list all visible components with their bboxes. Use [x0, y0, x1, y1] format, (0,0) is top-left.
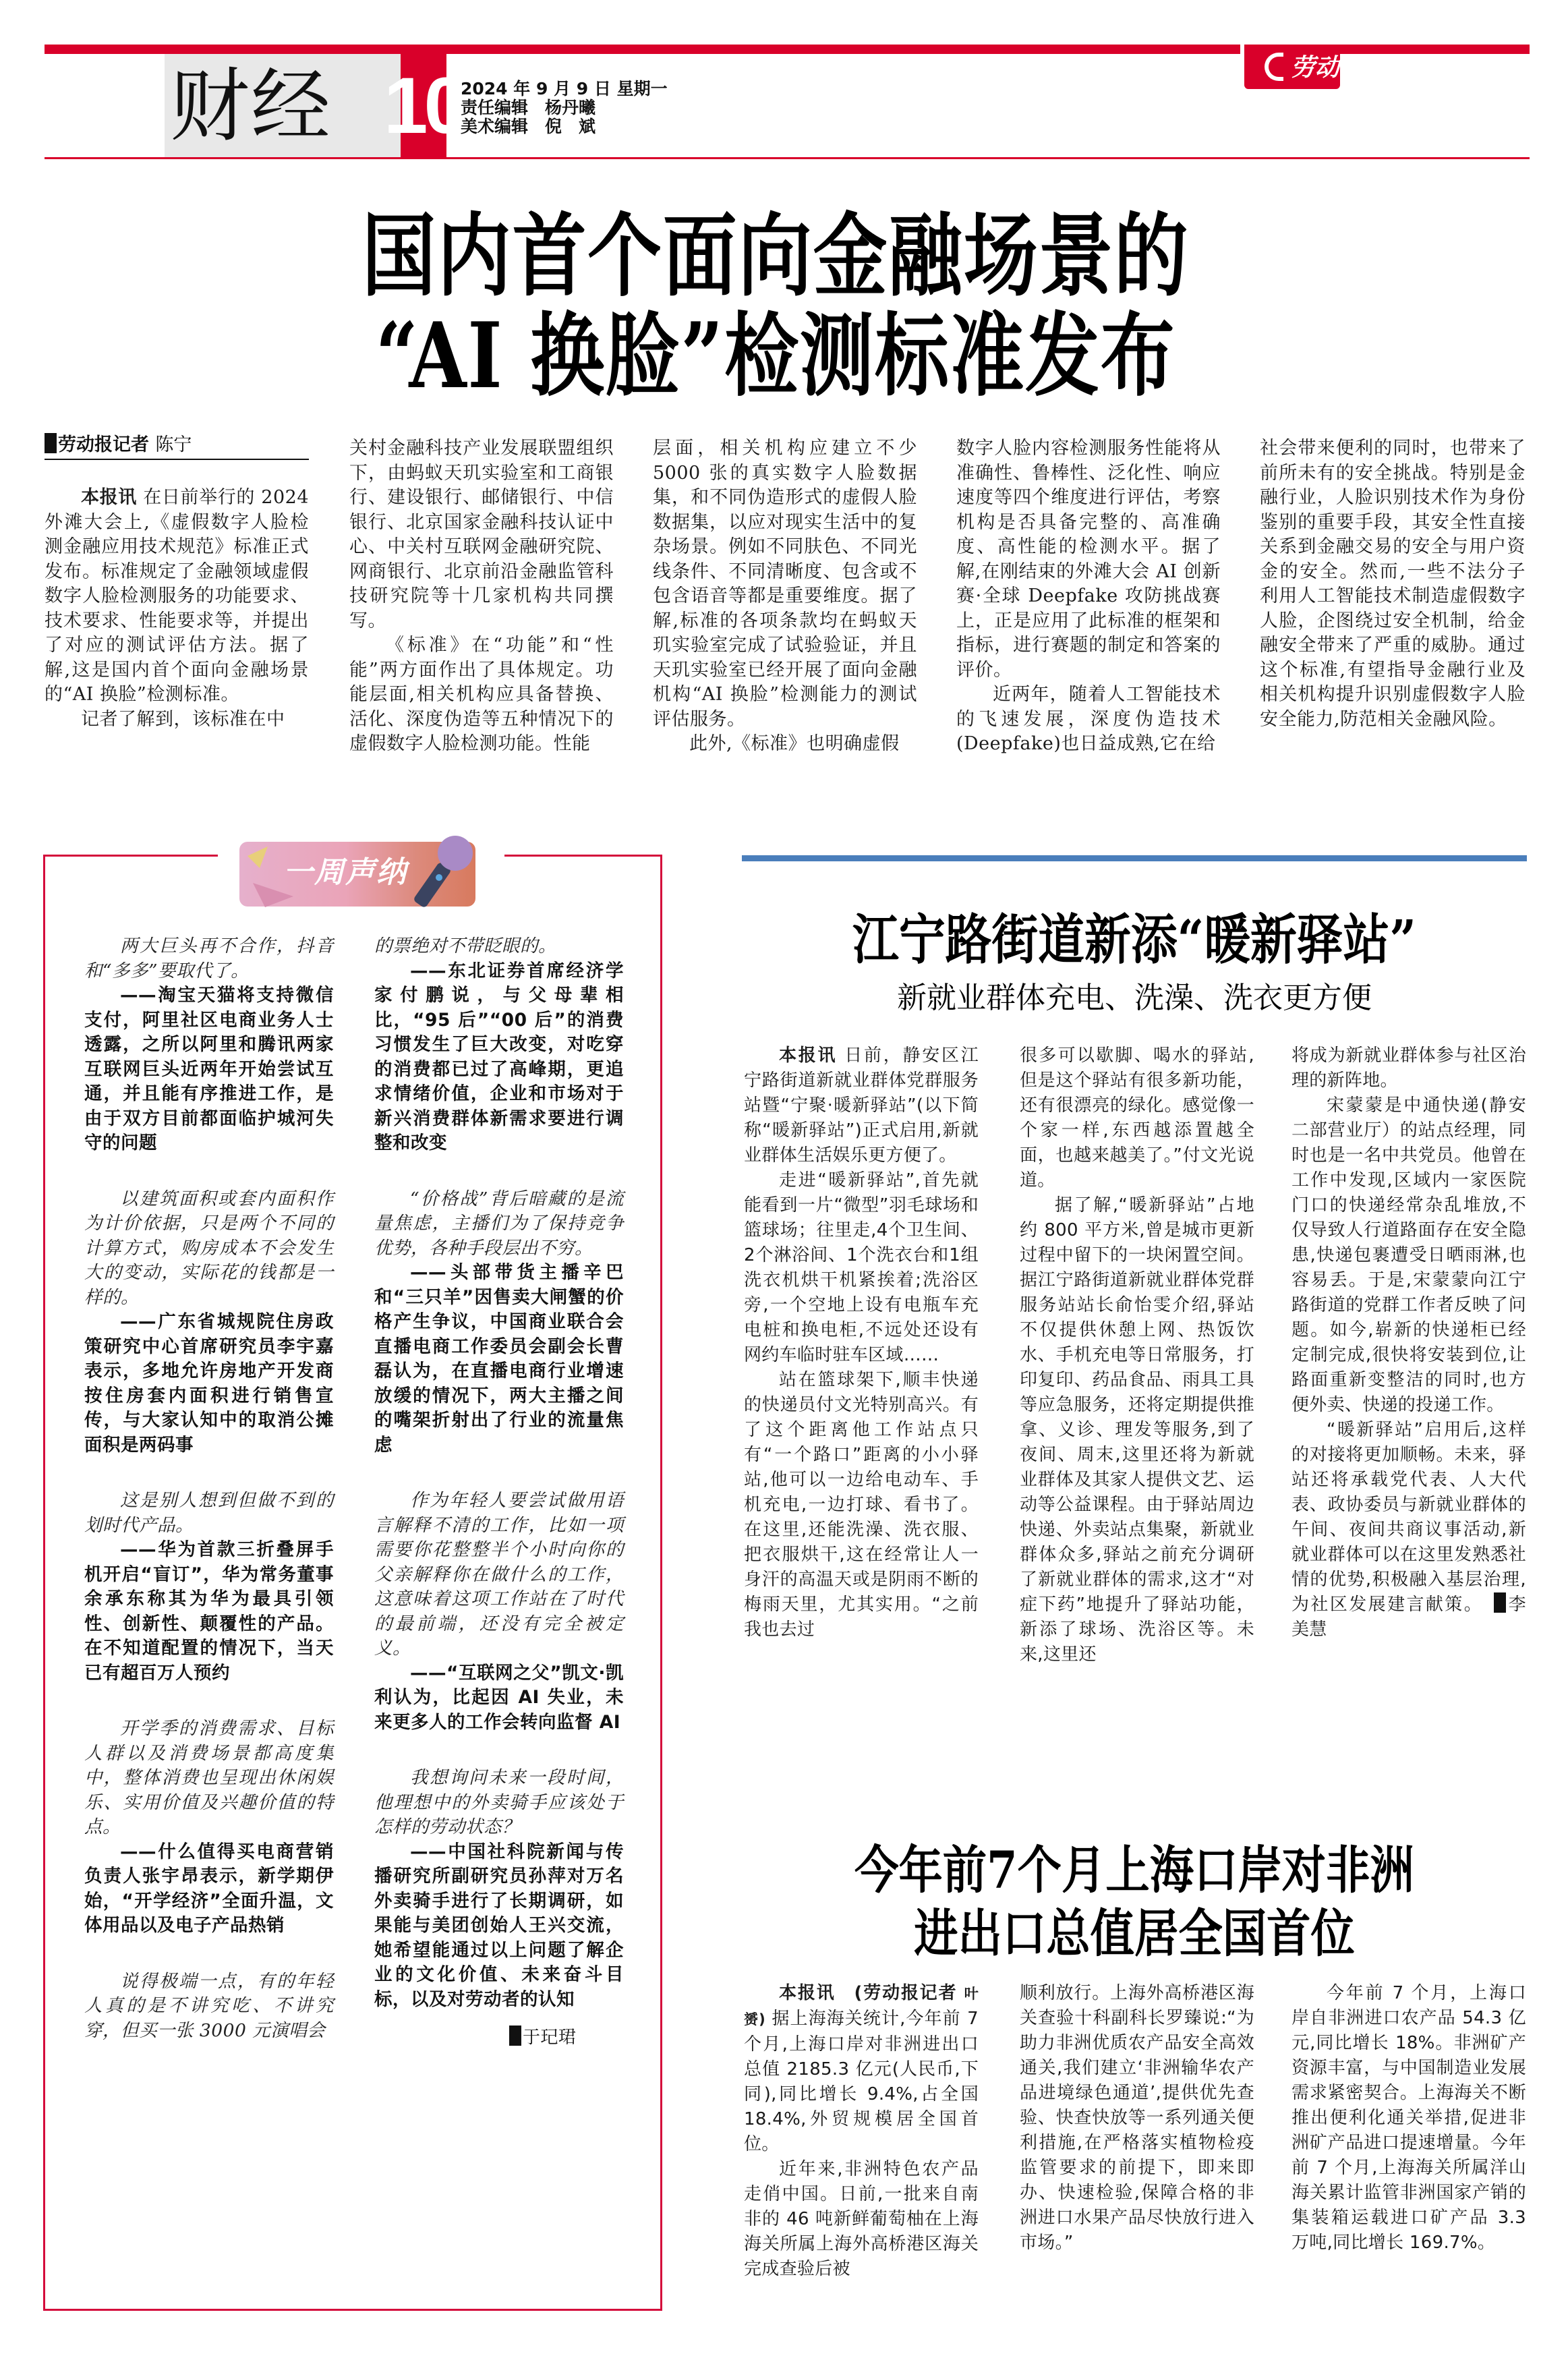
- paragraph: 站在篮球架下,顺丰快递的快递员付文光特别高兴。有了这个距离他工作站点只有“一个路口”距离的小小驿站,他可以一边给电动车、手机充电,一边打球、看书了。在这里,还能洗澡、洗衣服、把衣服烘干,这在经常让人一身汗的高温天或是阴雨不断的梅雨天里，尤其实用。“之前我也去过: [744, 1370, 979, 1640]
- paragraph: 此外,《标准》也明确虚假: [689, 733, 900, 754]
- paragraph: 记者了解到，该标准在中: [81, 708, 285, 730]
- voice-quote: “价格战”背后暗藏的是流量焦虑，主播们为了保持竞争优势，各种手段层出不穷。: [374, 1188, 624, 1259]
- section-title: 财经: [170, 59, 332, 152]
- microphone-icon: [413, 861, 452, 909]
- page-number: 10: [383, 61, 465, 150]
- lead-tag: 本报讯 (劳动报记者: [779, 1983, 958, 2003]
- weekly-voices-title: 一周声纳: [283, 855, 407, 890]
- africa-column-3: [1291, 1981, 1526, 2256]
- box-top-rule-right: [504, 855, 662, 857]
- paper-plane-icon: [248, 846, 268, 868]
- paragraph: 走进“暖新驿站”,首先就能看到一片“微型”羽毛球场和篮球场；往里走,4个卫生间、2个淋浴间、1个洗衣台和1组洗衣机烘干机紧挨着;洗浴区旁,一个空地上设有电瓶车充电桩和换电柜,不远处还设有网约车临时驻车区域……: [744, 1170, 979, 1365]
- voice-quote: 这是别人想到但做不到的划时代产品。: [84, 1490, 334, 1536]
- lead-tag: 本报讯: [779, 1045, 838, 1066]
- paragraph: 层面，相关机构应建立不少 5000 张的真实数字人脸数据集，和不同伪造形式的虚假人脸数据集，以应对现实生活中的复杂场景。例如不同肤色、不同光线条件、不同清晰度、包含或不包含语音等都是重要维度。据了解,标准的各项条款均在蚂蚁天玑实验室完成了试验验证，并且天玑实验室已经开展了面向金融机构“AI 换脸”检测能力的测试评估服务。: [653, 438, 917, 730]
- author-square-icon: [1494, 1592, 1506, 1613]
- section-divider: [742, 855, 1527, 861]
- author-square-icon: [509, 2025, 521, 2046]
- box-top-rule-left: [43, 855, 218, 857]
- article-column-4: [956, 436, 1221, 757]
- responsible-editor: 责任编辑 杨丹曦: [461, 98, 596, 117]
- paragraph: 关村金融科技产业发展联盟组织下，由蚂蚁天玑实验室和工商银行、建设银行、邮储银行、中信银行、北京国家金融科技认证中心、中关村互联网金融研究院、网商银行、北京前沿金融监管科技研究院等十几家机构共同撰写。: [349, 438, 614, 631]
- voice-source: ——华为首款三折叠屏手机开启“盲订”，华为常务董事余承东称其为华为最具引领性、创新性、颠覆性的产品。在不知道配置的情况下，当天已有超百万人预约: [84, 1539, 334, 1684]
- article-column-3: [653, 436, 917, 757]
- voice-quote: 开学季的消费需求、目标人群以及消费场景都高度集中，整体消费也呈现出休闲娱乐、实用价值及兴趣价值的特点。: [84, 1718, 334, 1837]
- station-column-2: [1020, 1043, 1254, 1667]
- voices-author: 于玘珺: [374, 2025, 624, 2050]
- masthead-bottom-rule: [45, 157, 1530, 159]
- paragraph: 在日前举行的 2024 外滩大会上,《虚假数字人脸检测金融应用技术规范》标准正式发布。标准规定了金融领域虚假数字人脸检测服务的功能要求、技术要求、性能要求等，并提出了对应的测试评估方法。据了解,这是国内首个面向金融场景的“AI 换脸”检测标准。: [45, 487, 310, 705]
- article-column-5: [1260, 436, 1526, 732]
- art-editor: 美术编辑 倪 斌: [461, 117, 596, 136]
- paragraph: 社会带来便利的同时，也带来了前所未有的安全挑战。特别是金融行业，人脸识别技术作为身份鉴别的重要手段，其安全性直接关系到金融交易的安全与用户资金的安全。然而,一些不法分子利用人工智能技术制造虚假数字人脸，企图绕过安全机制，给金融安全带来了严重的威胁。通过这个标准,有望指导金融行业及相关机构提升识别虚假数字人脸安全能力,防范相关金融风险。: [1260, 438, 1526, 730]
- issue-meta: [461, 80, 668, 136]
- paragraph: 据了解,“暖新驿站”占地约 800 平方米,曾是城市更新过程中留下的一块闲置空间。据江宁路街道新就业群体党群服务站站长俞怡雯介绍,驿站不仅提供休憩上网、热饭饮水、手机充电等日常服务，打印复印、药品食品、雨具工具等应急服务，还将定期提供推拿、义诊、理发等服务,到了夜间、周末,这里还将为新就业群体及其家人提供文艺、运动等公益课程。由于驿站周边快递、外卖站点集聚，新就业群体众多,驿站之前充分调研了新就业群体的需求,这才“对症下药”地提升了驿站功能，新添了球场、洗浴区等。未来,这里还: [1020, 1195, 1254, 1665]
- main-headline: [361, 202, 1190, 409]
- headline-line-1: 国内首个面向金融场景的: [361, 202, 1190, 309]
- paragraph: 将成为新就业群体参与社区治理的新阵地。: [1291, 1045, 1526, 1091]
- paragraph: 宋蒙蒙是中通快递(静安二部营业厅）的站点经理，同时也是一名中共党员。他曾在工作中发现,区域内一家医院门口的快递经常杂乱堆放,不仅导致人行道路面存在安全隐患,快递包裹遭受日晒雨淋,也容易丢。于是,宋蒙蒙向江宁路街道的党群工作者反映了问题。如今,崭新的快递柜已经定制完成,很快将安装到位,让路面重新变整洁的同时,也方便外卖、快递的投递工作。: [1291, 1095, 1526, 1415]
- voice-source: ——淘宝天猫将支持微信支付，阿里社区电商业务人士透露，之所以阿里和腾讯两家互联网巨头近两年开始尝试互通，并且能有序推进工作，是由于双方目前都面临护城河失守的问题: [84, 985, 334, 1153]
- africa-article-title: 今年前7个月上海口岸对非洲 进出口总值居全国首位: [854, 1840, 1414, 1963]
- station-article-title: 江宁路街道新添“暖新驿站”: [852, 908, 1416, 971]
- lead-tag: 本报讯: [81, 487, 137, 508]
- article-column-1: [45, 486, 309, 732]
- paragraph: 《标准》在“功能”和“性能”两方面作出了具体规定。功能层面,相关机构应具备替换、活化、深度伪造等五种情况下的虚假数字人脸检测功能。性能: [349, 635, 614, 754]
- paragraph: 顺利放行。上海外高桥港区海关查验十科副科长罗臻说:“为助力非洲优质农产品安全高效通关,我们建立‘非洲输华农产品进境绿色通道’,提供优先查验、快查快放等一系列通关便利措施,在严格落实植物检疫监管要求的前提下，即来即办、快速检验,保障合格的非洲进口水果产品尽快放行进入市场。”: [1020, 1983, 1254, 2253]
- microphone-head-icon: [438, 836, 473, 871]
- paragraph: 近年来,非洲特色农产品走俏中国。日前,一批来自南非的 46 吨新鲜葡萄柚在上海海关所属上海外高桥港区海关完成查验后被: [744, 2159, 979, 2279]
- voice-source: ——东北证券首席经济学家付鹏说，与父母辈相比，“95 后”“00 后”的消费习惯发生了巨大改变，对吃穿的消费都已过了高峰期，更追求情绪价值，企业和市场对于新兴消费群体新需求要进行调整和改变: [374, 960, 624, 1153]
- voice-source: ——“互联网之父”凯文·凯利认为，比起因 AI 失业，未来更多人的工作会转向监督 AI: [374, 1662, 624, 1733]
- voice-source: ——广东省城规院住房政策研究中心首席研究员李宇嘉表示，多地允许房地产开发商按住房套内面积进行销售宣传，与大家认知中的取消公摊面积是两码事: [84, 1311, 334, 1456]
- voice-quote: 的票绝对不带眨眼的。: [374, 936, 556, 956]
- issue-date: 2024 年 9 月 9 日 星期一: [461, 79, 668, 98]
- masthead-top-bar: [45, 45, 1240, 54]
- byline-square-icon: [45, 433, 57, 453]
- byline: [45, 432, 309, 460]
- voice-source: ——中国社科院新闻与传播研究所副研究员孙萍对万名外卖骑手进行了长期调研，如果能与美团创始人王兴交流，她希望能通过以上问题了解企业的文化价值、未来奋斗目标，以及对劳动者的认知: [374, 1841, 624, 2010]
- voice-quote: 说得极端一点，有的年轻人真的是不讲究吃、不讲究穿，但买一张 3000 元演唱会: [84, 1970, 334, 2041]
- voice-source: ——头部带货主播辛巴和“三只羊”因售卖大闸蟹的价格产生争议，中国商业联合会直播电商工作委员会副会长曹磊认为，在直播电商行业增速放缓的情况下，两大主播之间的嘴架折射出了行业的流量焦虑: [374, 1262, 624, 1456]
- voices-column-left: [84, 934, 334, 2043]
- voice-quote: 作为年轻人要尝试做用语言解释不清的工作，比如一项需要你花整整半个小时向你的父亲解释你在做什么的工作，这意味着这项工作站在了时代的最前端，还没有完全被定义。: [374, 1490, 624, 1659]
- station-author: 李美慧: [1291, 1594, 1526, 1640]
- byline-name: 陈宁: [155, 434, 192, 455]
- headline-line-2: “AI 换脸”检测标准发布: [375, 302, 1176, 409]
- paragraph: 近两年，随着人工智能技术的飞速发展，深度伪造技术(Deepfake)也日益成熟,它在给: [956, 684, 1221, 754]
- station-article-subtitle: 新就业群体充电、洗澡、洗衣更方便: [897, 981, 1372, 1015]
- voice-quote: 以建筑面积或套内面积作为计价依据，只是两个不同的计算方式，购房成本不会发生大的变动，实际花的钱都是一样的。: [84, 1188, 334, 1308]
- paragraph: 很多可以歇脚、喝水的驿站,但是这个驿站有很多新功能，还有很漂亮的绿化。感觉像一个家一样,东西越添置越全面，也越来越美了。”付文光说道。: [1020, 1045, 1254, 1190]
- voice-quote: 两大巨头再不合作，抖音和“多多”要取代了。: [84, 936, 334, 981]
- voice-quote: 我想询问未来一段时间，他理想中的外卖骑手应该处于怎样的劳动状态？: [374, 1767, 624, 1837]
- station-column-1: 本报讯 日前，静安区江宁路街道新就业群体党群服务站暨“宁聚·暖新驿站”(以下简称“暖新驿站”)正式启用,新就业群体生活娱乐更方便了。 走进“暖新驿站”,首先就能看到一片“微型”羽毛球场和篮球场；往里走,4个卫生间、2个淋浴间、1个洗衣台和1组洗衣机烘干机紧挨着;洗浴区旁,一个空地上设有电瓶车充电桩和换电柜,不远处还设有网约车临时驻车区域…… 站在篮球架下,顺丰快递的快递员付文光特别高兴。有了这个距离他工作站点只有“一个路口”距离的小小驿站,他可以一边给电动车、手机充电,一边打球、看书了。在这里,还能洗澡、洗衣服、把衣服烘干,这在经常让人一身汗的高温天或是阴雨不断的梅雨天里，尤其实用。“之前我也去过: [744, 1043, 979, 1642]
- byline-label: 劳动报记者: [58, 434, 149, 455]
- station-column-3: [1291, 1043, 1526, 1642]
- article-column-2: [349, 436, 614, 757]
- paragraph: 数字人脸内容检测服务性能将从准确性、鲁棒性、泛化性、响应速度等四个维度进行评估，考察机构是否具备完整的、高准确度、高性能的检测水平。据了解,在刚结束的外滩大会 AI 创新赛·全球 Deepfake 攻防挑战赛上，正是应用了此标准的框架和指标，进行赛题的制定和答案的评价。: [956, 438, 1221, 681]
- paragraph: “暖新驿站”启用后,这样的对接将更加顺畅。未来，驿站还将承载党代表、人大代表、政协委员与新就业群体的午间、夜间共商议事活动,新就业群体可以在这里发熟悉社情的优势,积极融入基层治理,为社区发展建言献策。 李美慧: [1291, 1420, 1526, 1640]
- africa-column-1: 本报讯 (劳动报记者 叶赟) 据上海海关统计,今年前 7 个月,上海口岸对非洲进出口总值 2185.3 亿元(人民币,下同),同比增长 9.4%,占全国 18.4%,外贸规模居全国首位。 近年来,非洲特色农产品走俏中国。日前,一批来自南非的 46 吨新鲜葡萄柚在上海海关所属上海外高桥港区海关完成查验后被: [744, 1981, 979, 2282]
- paragraph: 今年前 7 个月，上海口岸自非洲进口农产品 54.3 亿元,同比增长 18%。非洲矿产资源丰富，与中国制造业发展需求紧密契合。上海海关不断推出便利化通关举措,促进非洲矿产品进口提速增量。今年前 7 个月,上海海关所属洋山海关累计监管非洲国家产销的集装箱运载进口矿产品 3.3 万吨,同比增长 169.7%。: [1291, 1983, 1526, 2253]
- voices-column-right: [374, 934, 624, 2050]
- africa-column-2: [1020, 1981, 1254, 2256]
- paper-name: 劳动报: [1291, 53, 1364, 82]
- voice-source: ——什么值得买电商营销负责人张宇昂表示，新学期伊始，“开学经济”全面升温，文体用品以及电子产品热销: [84, 1841, 334, 1936]
